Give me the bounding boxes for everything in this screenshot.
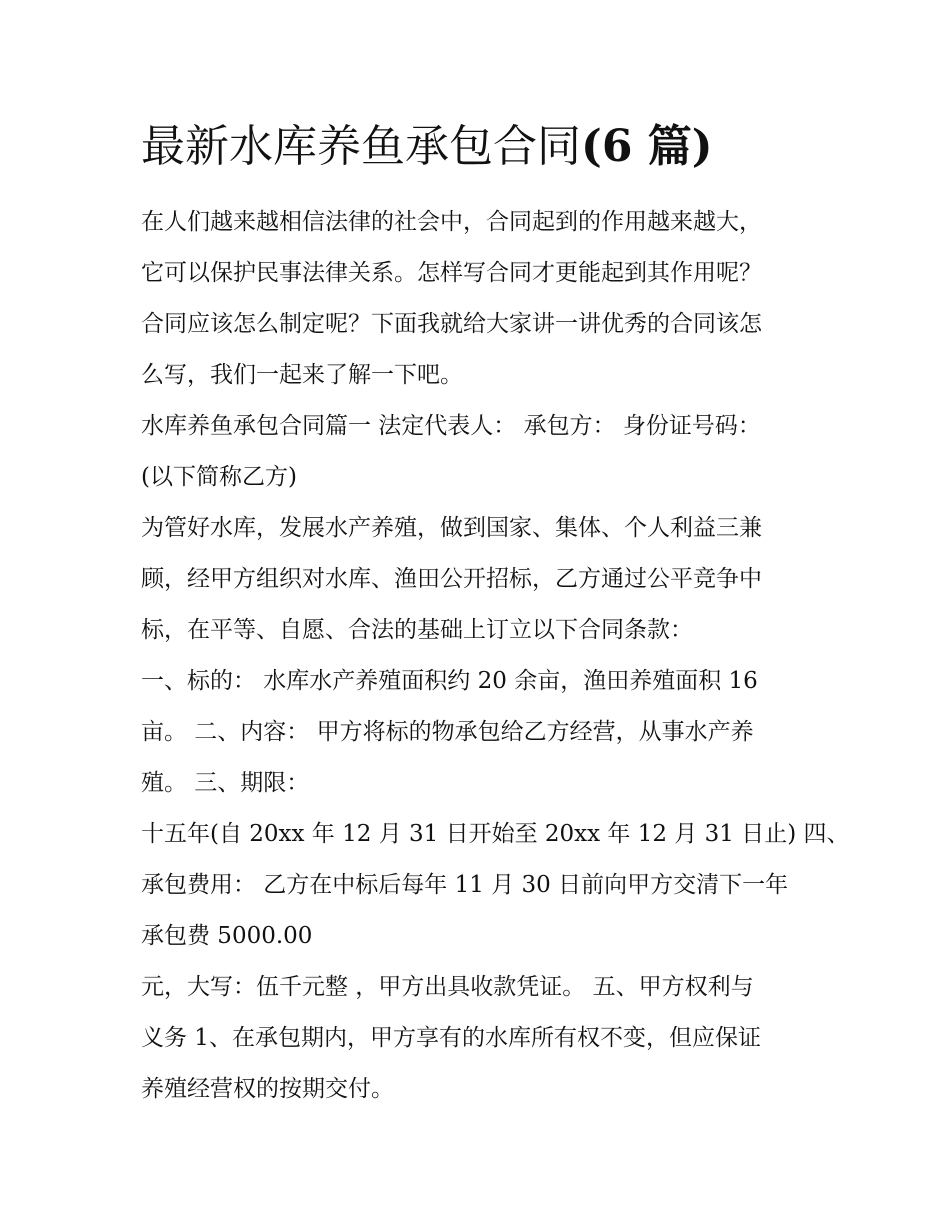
text-line: 为管好水库，发展水产养殖，做到国家、集体、个人利益三兼 (141, 515, 762, 541)
text-line: 标，在平等、自愿、合法的基础上订立以下合同条款： (141, 617, 693, 643)
text-line: 在人们越来越相信法律的社会中，合同起到的作用越来越大， (141, 209, 762, 235)
text-line: 一、标的： 水库水产养殖面积约 20 余亩，渔田养殖面积 16 (141, 668, 758, 694)
text-line: 承包费用： 乙方在中标后每年 11 月 30 日前向甲方交清下一年 (141, 872, 789, 898)
document-body (141, 197, 850, 1115)
text-line: 义务 1、在承包期内，甲方享有的水库所有权不变，但应保证 (141, 1025, 761, 1051)
text-line: 殖。 三、期限： (141, 770, 310, 796)
text-line: 么写，我们一起来了解一下吧。 (141, 362, 463, 388)
text-line: 养殖经营权的按期交付。 (141, 1076, 394, 1102)
text-line: 承包费 5000.00 (141, 923, 313, 949)
text-line: 顾，经甲方组织对水库、渔田公开招标，乙方通过公平竞争中 (141, 566, 762, 592)
text-line: 它可以保护民事法律关系。怎样写合同才更能起到其作用呢？ (141, 260, 762, 286)
text-line: 元，大写：伍千元整 ，甲方出具收款凭证。 五、甲方权利与 (141, 974, 754, 1000)
text-line: 十五年(自 20xx 年 12 月 31 日开始至 20xx 年 12 月 31 日止) 四、 (141, 821, 850, 847)
title-main: 最新水库养鱼承包合同 (141, 121, 581, 172)
document-title (141, 112, 713, 182)
text-line: (以下简称乙方) (141, 464, 297, 490)
text-line: 亩。 二、内容： 甲方将标的物承包给乙方经营，从事水产养 (141, 719, 754, 745)
title-suffix: (6 篇) (581, 121, 713, 172)
text-line: 合同应该怎么制定呢？下面我就给大家讲一讲优秀的合同该怎 (141, 311, 762, 337)
text-line: 水库养鱼承包合同篇一 法定代表人： 承包方： 身份证号码： (141, 413, 761, 439)
